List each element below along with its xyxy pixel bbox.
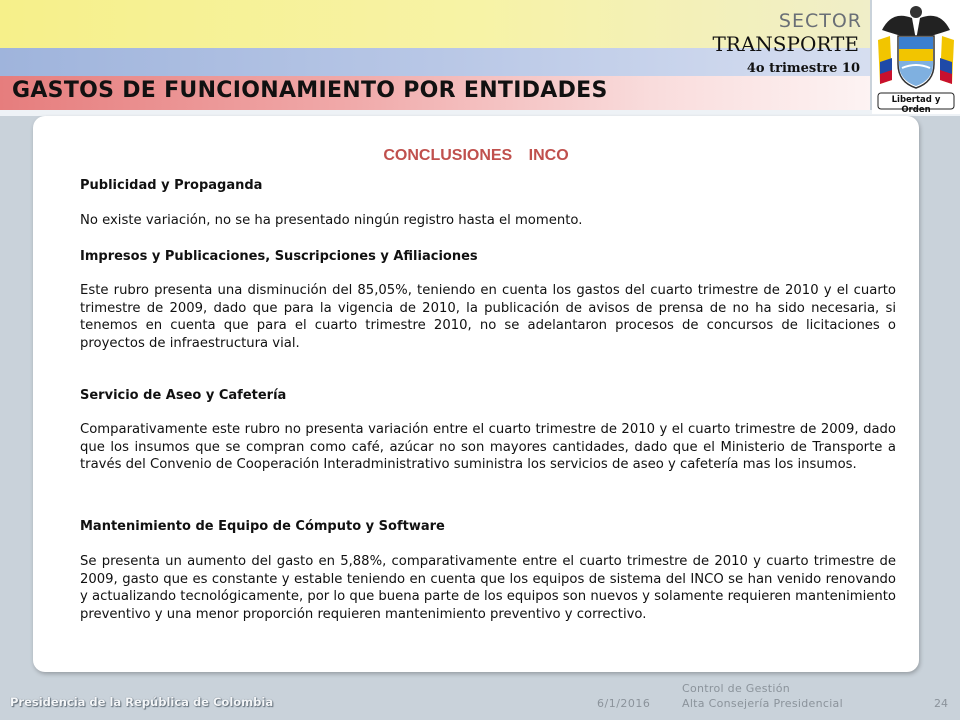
footer-control-line1: Control de Gestión — [682, 682, 790, 695]
section-title-mantenimiento: Mantenimiento de Equipo de Cómputo y Software — [80, 519, 445, 534]
section-title-impresos: Impresos y Publicaciones, Suscripciones y Afiliaciones — [80, 249, 478, 264]
conclusions-heading: CONCLUSIONES INCO — [383, 147, 569, 164]
quarter-label: 4o trimestre 10 — [746, 61, 860, 76]
footer-date: 6/1/2016 — [597, 697, 651, 710]
footer-control-line2: Alta Consejería Presidencial — [682, 697, 843, 710]
section-title-publicidad: Publicidad y Propaganda — [80, 178, 263, 193]
footer-organization: Presidencia de la República de Colombia — [10, 695, 274, 709]
transporte-label: TRANSPORTE — [712, 32, 859, 56]
sector-label: SECTOR — [778, 10, 862, 32]
footer-control — [682, 681, 843, 711]
section-text-impresos: Este rubro presenta una disminución del 85,05%, teniendo en cuenta los gastos del cuarto trimestre de 2010 y el cuarto trimestre de 2009, dado que para la vigencia de 2010, la publicación de avisos de prensa de no ha sido necesaria, si tenemos en cuenta que para el cuarto trimestre 2010, no se adelantaron procesos de concursos de licitaciones o proyectos de infraestructura vial. — [80, 283, 896, 351]
section-text-publicidad: No existe variación, no se ha presentado ningún registro hasta el momento. — [80, 213, 583, 228]
footer-page-number: 24 — [934, 697, 948, 710]
content-card — [33, 116, 919, 672]
section-text-aseo: Comparativamente este rubro no presenta variación entre el cuarto trimestre de 2010 y el cuarto trimestre de 2009, dado que los insumos que se compran como café, azúcar no son mayores cantidades, dado que el Ministerio de Transporte a través del Convenio de Cooperación Interadministrativo suministra los servicios de aseo y cafetería mas los insumos. — [80, 422, 896, 473]
page-title: GASTOS DE FUNCIONAMIENTO POR ENTIDADES — [12, 78, 608, 103]
section-text-mantenimiento: Se presenta un aumento del gasto en 5,88%, comparativamente entre el cuarto trimestre de 2010 y cuarto trimestre de 2009, gasto que es constante y estable teniendo en cuenta que los equipos de sistema del INCO se han venido renovando y actualizando tecnológicamente, por lo que buena parte de los equipos son nuevos y solamente requieren mantenimiento preventivo y una menor proporción requieren mantenimiento preventivo y correctivo. — [80, 554, 896, 622]
coat-of-arms-logo — [872, 0, 960, 114]
logo-motto: Libertad y Orden — [891, 95, 941, 115]
section-title-aseo: Servicio de Aseo y Cafetería — [80, 388, 287, 403]
